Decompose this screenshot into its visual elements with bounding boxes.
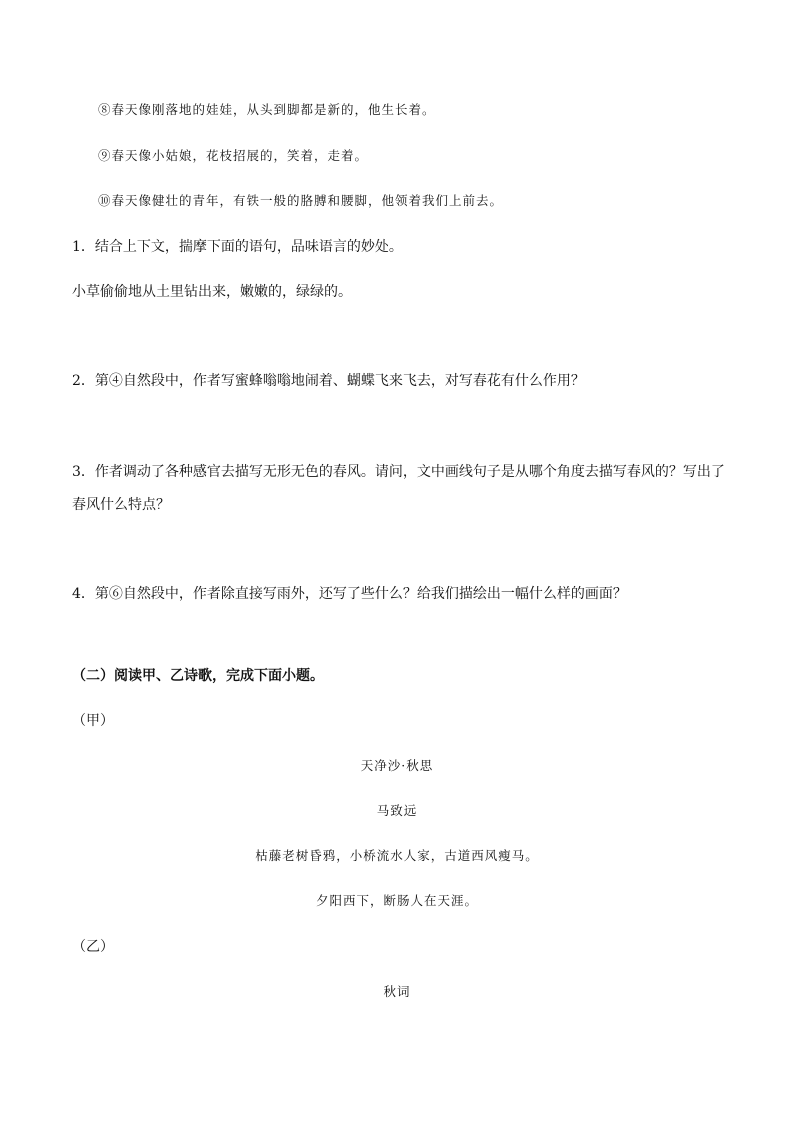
- poem-1-line-2: 夕阳西下，断肠人在天涯。: [315, 893, 478, 908]
- verse-10: ⑩春天像健壮的青年，有铁一般的胳膊和腰脚，他领着我们上前去。: [98, 193, 504, 208]
- section-2-heading: （二）阅读甲、乙诗歌，完成下面小题。: [72, 668, 324, 684]
- poem-1-title: 天净沙·秋思: [360, 758, 434, 773]
- question-1: 1．结合上下文，揣摩下面的语句，品味语言的妙处。: [72, 239, 403, 255]
- question-1-quote: 小草偷偷地从土里钻出来，嫩嫩的，绿绿的。: [72, 284, 352, 300]
- question-3-line-2: 春风什么特点？: [72, 497, 170, 513]
- poem-yi-label: （乙）: [72, 939, 114, 955]
- poem-1-line-1: 枯藤老树昏鸦，小桥流水人家，古道西风瘦马。: [255, 848, 539, 863]
- poem-1-author: 马致远: [376, 803, 418, 818]
- verse-8: ⑧春天像刚落地的娃娃，从头到脚都是新的，他生长着。: [98, 102, 436, 117]
- verse-9: ⑨春天像小姑娘，花枝招展的，笑着，走着。: [98, 148, 369, 163]
- poem-jia-label: （甲）: [72, 713, 114, 729]
- question-4: 4．第⑥自然段中，作者除直接写雨外，还写了些什么？给我们描绘出一幅什么样的画面？: [72, 586, 627, 602]
- question-3-line-1: 3．作者调动了各种感官去描写无形无色的春风。请问，文中画线句子是从哪个角度去描写春风的？写出了: [72, 464, 725, 480]
- question-2: 2．第④自然段中，作者写蜜蜂嗡嗡地闹着、蝴蝶飞来飞去，对写春花有什么作用？: [72, 373, 585, 389]
- poem-2-title: 秋词: [383, 984, 411, 999]
